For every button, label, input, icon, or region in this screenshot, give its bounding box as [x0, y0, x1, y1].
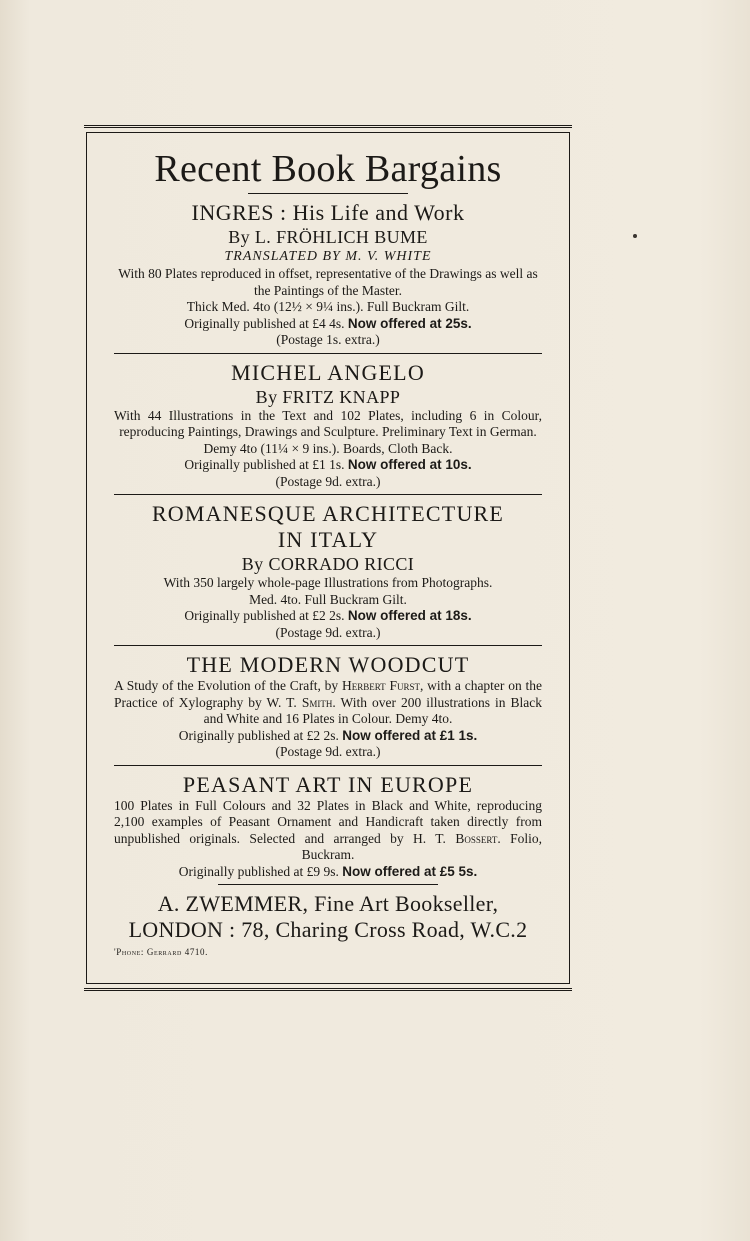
- seller-name: A. ZWEMMER, Fine Art Bookseller,: [157, 891, 499, 916]
- book-modern-woodcut: [114, 652, 542, 761]
- advert-title: Recent Book Bargains: [154, 148, 502, 190]
- book-title: PEASANT ART IN EUROPE: [182, 771, 474, 797]
- seller-block: [114, 891, 542, 959]
- postage-note: (Postage 9d. extra.): [275, 624, 381, 640]
- section-divider: [114, 765, 542, 766]
- book-author: By CORRADO RICCI: [241, 554, 415, 574]
- book-format: Thick Med. 4to (12½ × 9¼ ins.). Full Buckram Gilt.: [186, 299, 470, 314]
- postage-note: (Postage 9d. extra.): [275, 744, 381, 759]
- book-description: [114, 678, 542, 728]
- book-description: With 80 Plates reproduced in offset, representative of the Drawings as well as the Paintings of the Master.: [118, 266, 538, 298]
- offer-price: Now offered at £5 5s.: [342, 863, 478, 879]
- book-description: With 44 Illustrations in the Text and 102 Plates, including 6 in Colour, reproducing Paintings, Drawings and Sculpture. Preliminary Text in German.: [114, 407, 542, 439]
- desc-author: Herbert Furst: [341, 678, 420, 693]
- book-price-line: [114, 457, 542, 474]
- desc-author: Bossert: [455, 830, 498, 846]
- book-author: By FRITZ KNAPP: [255, 386, 401, 407]
- offer-price: Now offered at 10s.: [347, 457, 472, 472]
- seller-rule: [218, 884, 438, 885]
- desc-part: , with a chapter on the Practice of Xylography by W. T.: [114, 678, 542, 710]
- book-price-line: [114, 608, 542, 625]
- book-title: THE MODERN WOODCUT: [186, 652, 470, 677]
- book-title: INGRES : His Life and Work: [191, 200, 465, 225]
- original-price: Originally published at £9 9s.: [178, 863, 339, 879]
- book-ingres: [114, 200, 542, 349]
- original-price: Originally published at £1 1s.: [184, 457, 345, 472]
- original-price: Originally published at £2 2s.: [184, 608, 345, 623]
- book-price-line: [114, 728, 542, 745]
- postage-note: (Postage 1s. extra.): [276, 332, 380, 347]
- offer-price: Now offered at 18s.: [347, 608, 472, 623]
- book-title-line2: IN ITALY: [277, 527, 379, 552]
- postage-note: (Postage 9d. extra.): [275, 473, 381, 489]
- original-price: Originally published at £4 4s.: [184, 315, 345, 331]
- offer-price: Now offered at 25s.: [347, 315, 472, 331]
- advert-inner: [86, 132, 570, 984]
- book-romanesque: [114, 501, 542, 641]
- desc-author: Smith: [301, 694, 333, 710]
- book-michel-angelo: [114, 360, 542, 491]
- book-format: Demy 4to (11¼ × 9 ins.). Boards, Cloth Back.: [203, 440, 453, 456]
- desc-part: . Folio, Buckram.: [301, 830, 542, 862]
- book-peasant-art: [114, 772, 542, 881]
- section-divider: [114, 494, 542, 495]
- offer-price: Now offered at £1 1s.: [342, 727, 478, 743]
- seller-address: LONDON : 78, Charing Cross Road, W.C.2: [128, 917, 528, 942]
- desc-part: . With over 200 illustrations in Black and White and 16 Plates in Colour. Demy 4to.: [203, 694, 543, 726]
- book-price-line: [114, 864, 542, 881]
- advert-frame: [84, 125, 572, 991]
- book-description: [114, 798, 542, 864]
- desc-part: A Study of the Evolution of the Craft, by: [114, 678, 339, 693]
- book-title: MICHEL ANGELO: [231, 359, 425, 385]
- paper-speck: [633, 234, 637, 238]
- book-title-line1: ROMANESQUE ARCHITECTURE: [151, 501, 505, 526]
- book-translator: TRANSLATED BY M. V. WHITE: [224, 249, 432, 264]
- original-price: Originally published at £2 2s.: [178, 727, 339, 743]
- book-price-line: [114, 316, 542, 333]
- book-author: By L. FRÖHLICH BUME: [228, 227, 428, 247]
- title-rule: [248, 193, 408, 194]
- section-divider: [114, 353, 542, 354]
- desc-part: 100 Plates in Full Colours and 32 Plates in Black and White, reproducing 2,100 examples of Peasant Ornament and Handicraft taken directly from unpublished originals. Selected and arranged by H. T.: [114, 797, 542, 846]
- book-format: Med. 4to. Full Buckram Gilt.: [249, 591, 407, 607]
- seller-phone: 'Phone: Gerrard 4710.: [114, 947, 208, 957]
- book-description: With 350 largely whole-page Illustrations from Photographs.: [163, 575, 493, 590]
- section-divider: [114, 645, 542, 646]
